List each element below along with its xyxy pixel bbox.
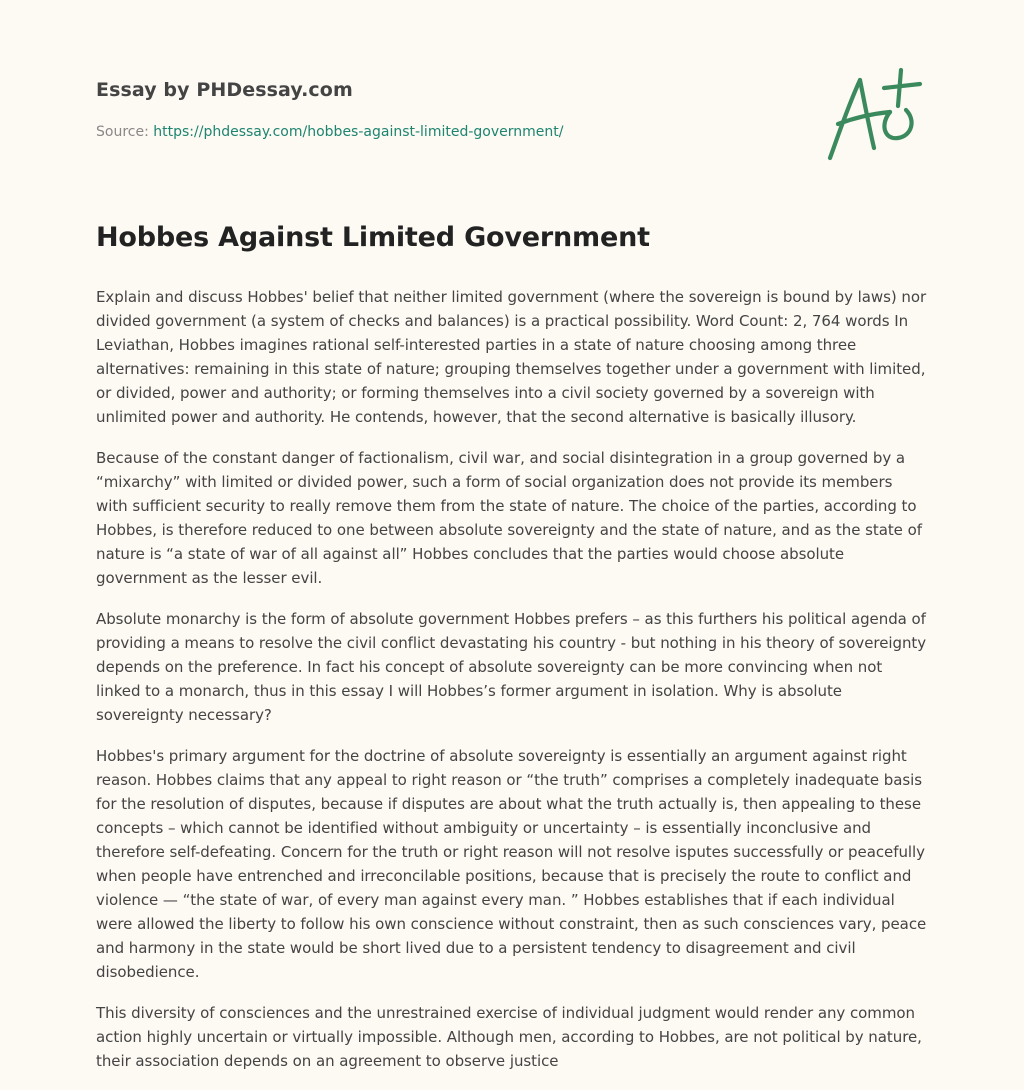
source-line <box>96 124 563 140</box>
essay-paragraph: Absolute monarchy is the form of absolute government Hobbes prefers – as this furthers his political agenda of providing a means to resolve the civil conflict devastating his country - but nothing in his theory of sovereignty depends on the preference. In fact his concept of absolute sovereignty can be more convincing when not linked to a monarch, thus in this essay I will Hobbes’s former argument in isolation. Why is absolute sovereignty necessary? <box>96 610 927 724</box>
essay-title: Hobbes Against Limited Government <box>96 222 650 253</box>
essay-page <box>96 0 928 1070</box>
site-title: Essay by PHDessay.com <box>96 79 353 101</box>
essay-paragraph: Explain and discuss Hobbes' belief that neither limited government (where the sovereign is bound by laws) nor divided government (a system of checks and balances) is a practical possibility. Word Count: 2, 764 words In Leviathan, Hobbes imagines rational self-interested parties in a state of nature choosing among three alternatives: remaining in this state of nature; grouping themselves together under a government with limited, or divided, power and authority; or forming themselves into a civil society governed by a sovereign with unlimited power and authority. He contends, however, that the second alternative is basically illusory. <box>96 288 927 426</box>
essay-body <box>96 285 928 1090</box>
source-label: Source: <box>96 124 154 140</box>
a-plus-grade-icon <box>824 66 924 164</box>
essay-paragraph: Hobbes's primary argument for the doctrine of absolute sovereignty is essentially an argument against right reason. Hobbes claims that any appeal to right reason or “the truth” comprises a completely inadequate basis for the resolution of disputes, because if disputes are about what the truth actually is, then appealing to these concepts – which cannot be identified without ambiguity or uncertainty – is essentially inconclusive and therefore self-defeating. Concern for the truth or right reason will not resolve isputes successfully or peacefully when people have entrenched and irreconcilable positions, because that is precisely the route to conflict and violence — “the state of war, of every man against every man. ” Hobbes establishes that if each individual were allowed the liberty to follow his own conscience without constraint, then as such consciences vary, peace and harmony in the state would be short lived due to a persistent tendency to disagreement and civil disobedience. <box>96 747 927 981</box>
essay-header <box>96 0 928 200</box>
source-link[interactable]: https://phdessay.com/hobbes-against-limited-government/ <box>153 124 564 140</box>
essay-paragraph: This diversity of consciences and the unrestrained exercise of individual judgment would render any common action highly uncertain or virtually impossible. Although men, according to Hobbes, are not political by nature, their association depends on an agreement to observe justice <box>96 1004 922 1070</box>
essay-paragraph: Because of the constant danger of factionalism, civil war, and social disintegration in a group governed by a “mixarchy” with limited or divided power, such a form of social organization does not provide its members with sufficient security to really remove them from the state of nature. The choice of the parties, according to Hobbes, is therefore reduced to one between absolute sovereignty and the state of nature, and as the state of nature is “a state of war of all against all” Hobbes concludes that the parties would choose absolute government as the lesser evil. <box>96 449 922 587</box>
